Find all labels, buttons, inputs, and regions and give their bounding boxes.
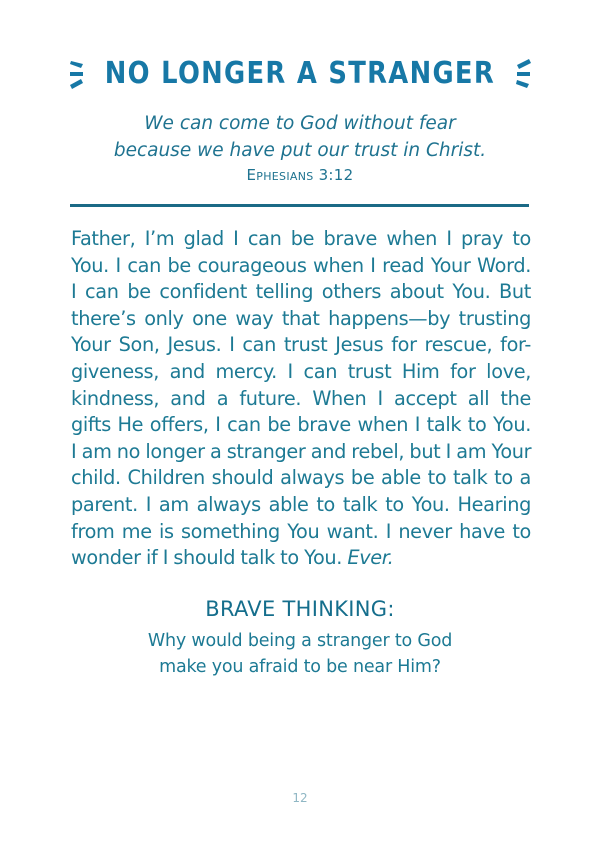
brave-thinking-heading: BRAVE THINKING: [205,597,395,621]
body-line: giveness, and mercy. I can trust Him for love, [71,359,531,383]
question-line: Why would being a stranger to God [147,631,453,651]
body-emphasis: Ever. [347,546,394,570]
body-line: gifts He offers, I can be brave when I talk to You. [71,413,531,437]
burst-lines-icon [67,55,89,91]
body-line: Father, I’m glad I can be brave when I pray to [71,227,531,250]
title-row [0,52,600,94]
body-last-line [71,545,531,572]
verse-line: We can come to God without fear [144,113,456,134]
scripture-verse [0,110,600,164]
page-title: NO LONGER A STRANGER [104,55,496,91]
body-line: child. Children should always be able to talk to a [71,466,531,490]
body-line: kindness, and a future. When I accept all the [71,386,531,410]
body-line: parent. I am always able to talk to You. Hearing [71,492,531,516]
burst-lines-icon [511,55,533,91]
page-number: 12 [292,791,308,805]
body-last-line-text: wonder if I should talk to You. [71,546,343,570]
body-line: You. I can be courageous when I read Your Word. [71,253,531,277]
verse-reference: Ephesians 3:12 [246,166,354,184]
brave-thinking-question [0,628,600,680]
body-line: I can be confident telling others about You. But [71,280,531,304]
question-line: make you afraid to be near Him? [159,657,441,677]
section-divider [70,204,529,207]
body-line: I am no longer a stranger and rebel, but I am Your [71,439,532,463]
prayer-body [71,226,531,572]
body-line: Your Son, Jesus. I can trust Jesus for rescue, for- [71,333,531,357]
verse-line: because we have put our trust in Christ. [113,140,487,161]
body-line: from me is something You want. I never have to [71,519,531,543]
body-line: there’s only one way that happens—by trusting [71,306,531,330]
